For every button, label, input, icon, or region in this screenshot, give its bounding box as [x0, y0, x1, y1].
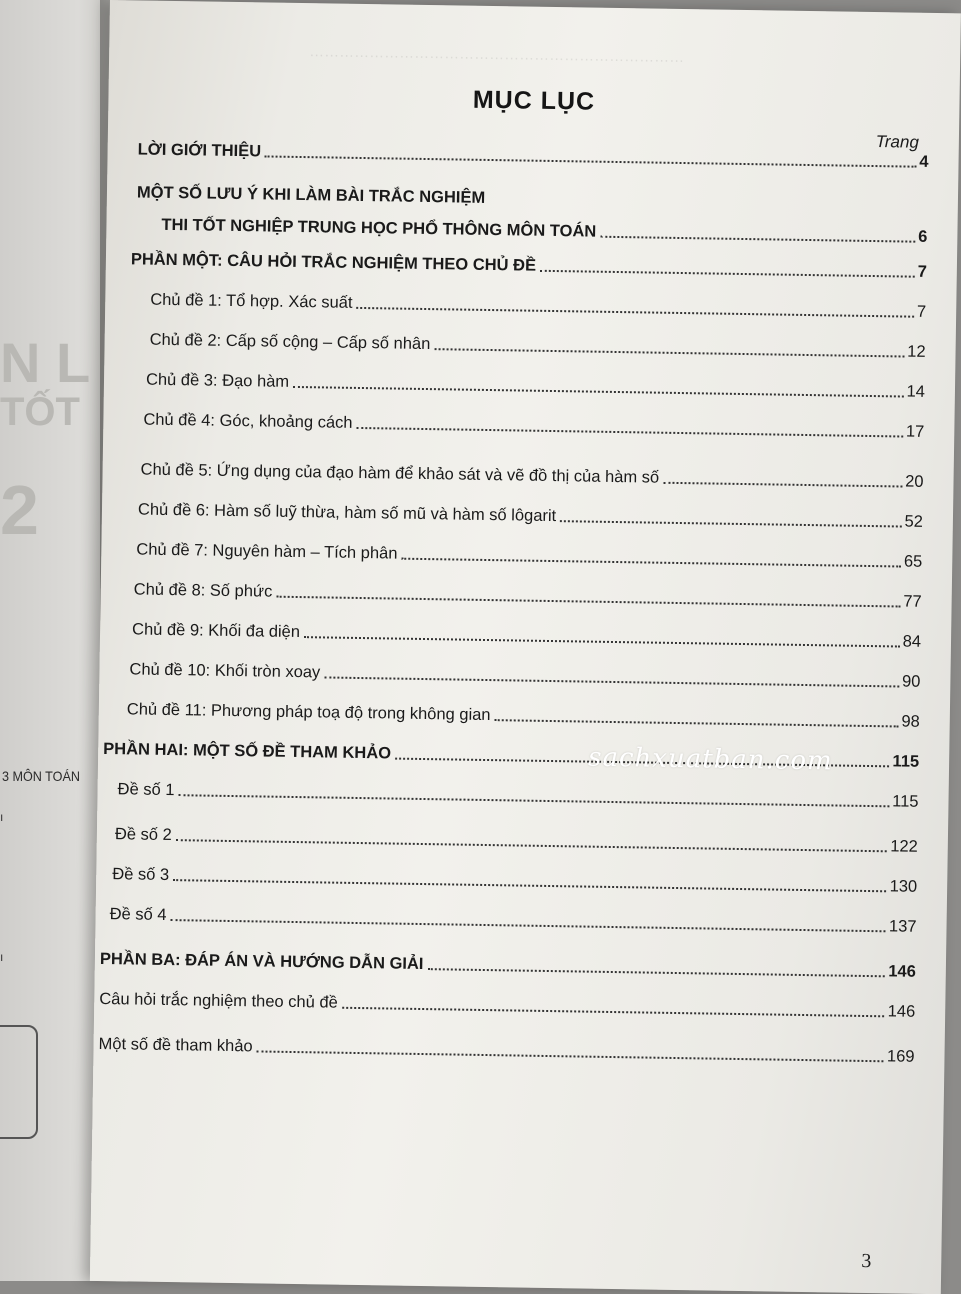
toc-row-label: Chủ đề 10: Khối tròn xoay	[129, 660, 321, 682]
toc-row	[136, 540, 922, 571]
toc-row	[127, 700, 920, 731]
toc-row-leader	[540, 270, 915, 278]
toc-row-page: 137	[888, 917, 917, 936]
toc-row	[150, 291, 926, 322]
toc-row-leader	[356, 307, 914, 318]
left-mark: ı	[0, 810, 4, 824]
toc-row-leader	[663, 482, 902, 488]
toc-row	[134, 580, 922, 611]
page-column-label: Trang	[875, 132, 920, 152]
toc-row-label: Đề số 1	[117, 780, 175, 800]
left-side-label: 3 MÔN TOÁN	[2, 768, 80, 784]
left-ghost-text: N L	[0, 331, 91, 394]
toc-row-leader	[401, 558, 900, 568]
left-mark: ı	[0, 950, 4, 964]
toc-row-label: Chủ đề 5: Ứng dụng của đạo hàm để khảo sát và vẽ đồ thị của hàm số	[140, 460, 660, 487]
left-ghost-text: 2	[0, 471, 39, 549]
toc-row-page: 7	[916, 302, 927, 321]
toc-row-page: 146	[887, 1002, 916, 1021]
toc-row	[150, 331, 926, 362]
toc-row-label: Một số đề tham khảo	[98, 1034, 253, 1056]
toc-row-leader	[265, 155, 916, 167]
toc-row-page: 6	[918, 227, 928, 246]
toc-row-leader	[170, 919, 886, 932]
toc-row	[138, 501, 923, 532]
toc-row-label: Chủ đề 2: Cấp số cộng – Cấp số nhân	[149, 330, 431, 354]
toc-row-page: 122	[890, 837, 918, 856]
toc-row-page: 52	[904, 512, 924, 531]
toc-row-page: 7	[917, 262, 927, 281]
toc-row-label: Đề số 4	[109, 905, 167, 924]
toc-row-leader	[434, 348, 904, 357]
toc-row-label: Chủ đề 6: Hàm số luỹ thừa, hàm số mũ và hàm số lôgarit	[137, 500, 557, 526]
toc-row-leader	[560, 520, 901, 527]
toc-row-leader	[276, 596, 900, 608]
toc-row-page: 12	[907, 342, 926, 361]
toc-row-page: 130	[889, 877, 918, 896]
toc-row	[140, 461, 923, 492]
toc-row-label: Câu hỏi trắc nghiệm theo chủ đề	[99, 989, 338, 1012]
toc-row	[132, 620, 921, 651]
toc-row	[146, 371, 925, 402]
toc-row-leader	[494, 719, 898, 727]
toc-row	[131, 250, 927, 282]
toc-row-page: 20	[905, 472, 924, 491]
toc-row-page: 14	[906, 382, 926, 401]
toc-row	[117, 780, 918, 812]
toc-row-leader	[178, 794, 889, 807]
toc-row-leader	[176, 839, 888, 852]
toc-row-leader	[257, 1050, 884, 1062]
toc-row-leader	[324, 676, 899, 687]
toc-row-label: Chủ đề 8: Số phức	[133, 580, 273, 601]
toc-row-page: 4	[919, 152, 929, 171]
toc-row-label: Đề số 3	[112, 865, 170, 885]
toc-row-page: 90	[901, 672, 921, 691]
toc-row-page: 77	[903, 592, 922, 611]
toc-row-label: Chủ đề 9: Khối đa diện	[131, 620, 301, 642]
toc-row-leader	[600, 236, 915, 243]
toc-row-label: LỜI GIỚI THIỆU	[137, 140, 262, 161]
toc-row-page: 169	[886, 1047, 915, 1066]
toc-row-label: Chủ đề 4: Góc, khoảng cách	[143, 410, 353, 432]
toc-row-leader	[293, 386, 904, 398]
toc-row-page: 84	[902, 632, 922, 651]
toc-row-leader	[304, 636, 900, 647]
toc-row	[137, 140, 928, 171]
left-frame-box	[0, 1025, 38, 1139]
toc-row-page: 17	[905, 422, 925, 441]
toc-row-label: Đề số 2	[114, 825, 172, 845]
toc-row	[143, 411, 924, 442]
toc-row-page: 98	[901, 712, 920, 731]
toc-row	[115, 825, 918, 857]
toc-row-label: PHẦN BA: ĐÁP ÁN VÀ HƯỚNG DẪN GIẢI	[99, 949, 424, 974]
toc-row-page: 65	[903, 552, 923, 571]
toc-row	[161, 216, 927, 247]
bleed-through: …………………………………………………………………	[309, 43, 685, 67]
toc-row	[109, 905, 916, 937]
toc-row-label: PHẦN HAI: MỘT SỐ ĐỀ THAM KHẢO	[103, 739, 392, 763]
toc-row-leader	[356, 427, 902, 438]
toc-row-leader	[427, 968, 885, 977]
toc-row-label: Chủ đề 11: Phương pháp toạ độ trong không gian	[126, 700, 491, 725]
toc-row-label: PHẦN MỘT: CÂU HỎI TRẮC NGHIỆM THEO CHỦ ĐỀ	[130, 250, 537, 275]
toc-row-label: Chủ đề 1: Tổ hợp. Xác suất	[150, 290, 353, 312]
toc-row-label: Chủ đề 7: Nguyên hàm – Tích phân	[136, 540, 398, 563]
toc-row-leader	[342, 1007, 885, 1018]
toc-row	[129, 660, 920, 691]
toc-row-leader	[173, 879, 887, 892]
toc-row	[98, 1035, 914, 1067]
toc-page	[90, 0, 961, 1294]
toc-row	[137, 183, 928, 214]
toc-row-page: 115	[892, 752, 920, 771]
toc-row	[99, 990, 915, 1022]
toc-row	[112, 865, 917, 897]
toc-row-page: 115	[892, 792, 919, 811]
watermark: sachxuatban.com	[587, 742, 833, 777]
toc-row	[100, 950, 916, 982]
toc-row-label: MỘT SỐ LƯU Ý KHI LÀM BÀI TRẮC NGHIỆM	[136, 183, 486, 207]
toc-row-label: THI TỐT NGHIỆP TRUNG HỌC PHỔ THÔNG MÔN TOÁN	[161, 215, 597, 241]
toc-row-label: Chủ đề 3: Đạo hàm	[145, 370, 290, 391]
page-title: MỤC LỤC	[472, 85, 596, 116]
page-number: 3	[861, 1249, 872, 1273]
left-ghost-text: TỐT	[0, 390, 80, 434]
toc-row-page: 146	[888, 962, 916, 981]
